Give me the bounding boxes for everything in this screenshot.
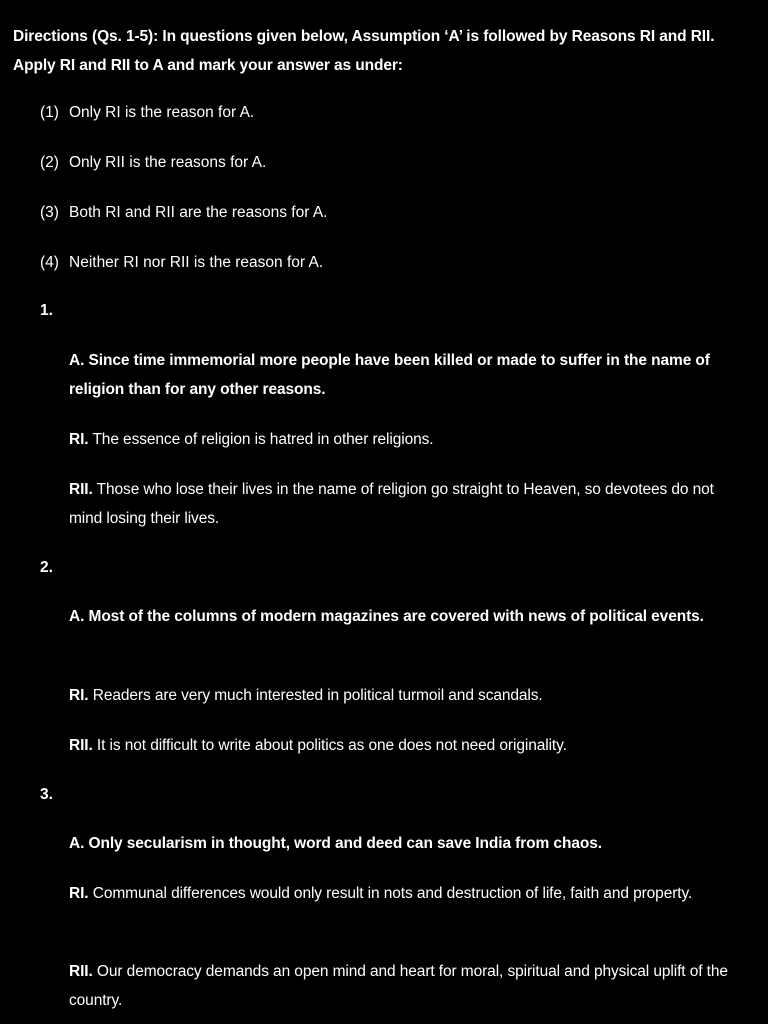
question-2-number: 2.: [40, 559, 53, 576]
option-number: (4): [40, 254, 59, 271]
option-number: (1): [40, 104, 59, 121]
reason-text: The essence of religion is hatred in other religions.: [88, 431, 434, 448]
reason-text: Readers are very much interested in political turmoil and scandals.: [88, 687, 543, 704]
question-1-assumption: A. Since time immemorial more people have been killed or made to suffer in the name of religion than for any other reasons.: [69, 352, 710, 398]
option-text: Only RII is the reasons for A.: [69, 154, 267, 171]
reason-label: RII.: [69, 963, 93, 980]
answer-option-2: [40, 152, 266, 174]
reason-label: RI.: [69, 431, 89, 448]
question-3-assumption: A. Only secularism in thought, word and deed can save India from chaos.: [69, 835, 602, 852]
reason-label: RI.: [69, 687, 89, 704]
question-3-reason-1: [69, 879, 749, 908]
reason-label: RII.: [69, 737, 93, 754]
question-3-number: 3.: [40, 786, 53, 803]
directions-text: Directions (Qs. 1-5): In questions given below, Assumption ‘A’ is followed by Reasons RI and RII. Apply RI and RII to A and mark your answer as under:: [13, 28, 715, 74]
option-number: (2): [40, 154, 59, 171]
answer-option-4: [40, 252, 323, 274]
question-2-reason-2: [69, 731, 749, 760]
question-3-reason-2: [69, 957, 749, 1015]
question-1-reason-2: [69, 475, 749, 533]
reason-label: RII.: [69, 481, 93, 498]
question-2-reason-1: [69, 681, 749, 710]
option-text: Both RI and RII are the reasons for A.: [69, 204, 328, 221]
option-text: Neither RI nor RII is the reason for A.: [69, 254, 324, 271]
option-number: (3): [40, 204, 59, 221]
answer-option-3: [40, 202, 327, 224]
reason-text: Communal differences would only result in nots and destruction of life, faith and property.: [88, 885, 693, 902]
question-2-assumption: A. Most of the columns of modern magazines are covered with news of political events.: [69, 608, 704, 625]
question-1-reason-1: [69, 425, 749, 454]
answer-option-1: [40, 102, 254, 124]
question-1-number: 1.: [40, 302, 53, 319]
reason-text: Those who lose their lives in the name of religion go straight to Heaven, so devotees do not mind losing their lives.: [69, 481, 714, 527]
reason-label: RI.: [69, 885, 89, 902]
reason-text: It is not difficult to write about politics as one does not need originality.: [92, 737, 567, 754]
option-text: Only RI is the reason for A.: [69, 104, 255, 121]
reason-text: Our democracy demands an open mind and heart for moral, spiritual and physical uplift of the country.: [69, 963, 728, 1009]
